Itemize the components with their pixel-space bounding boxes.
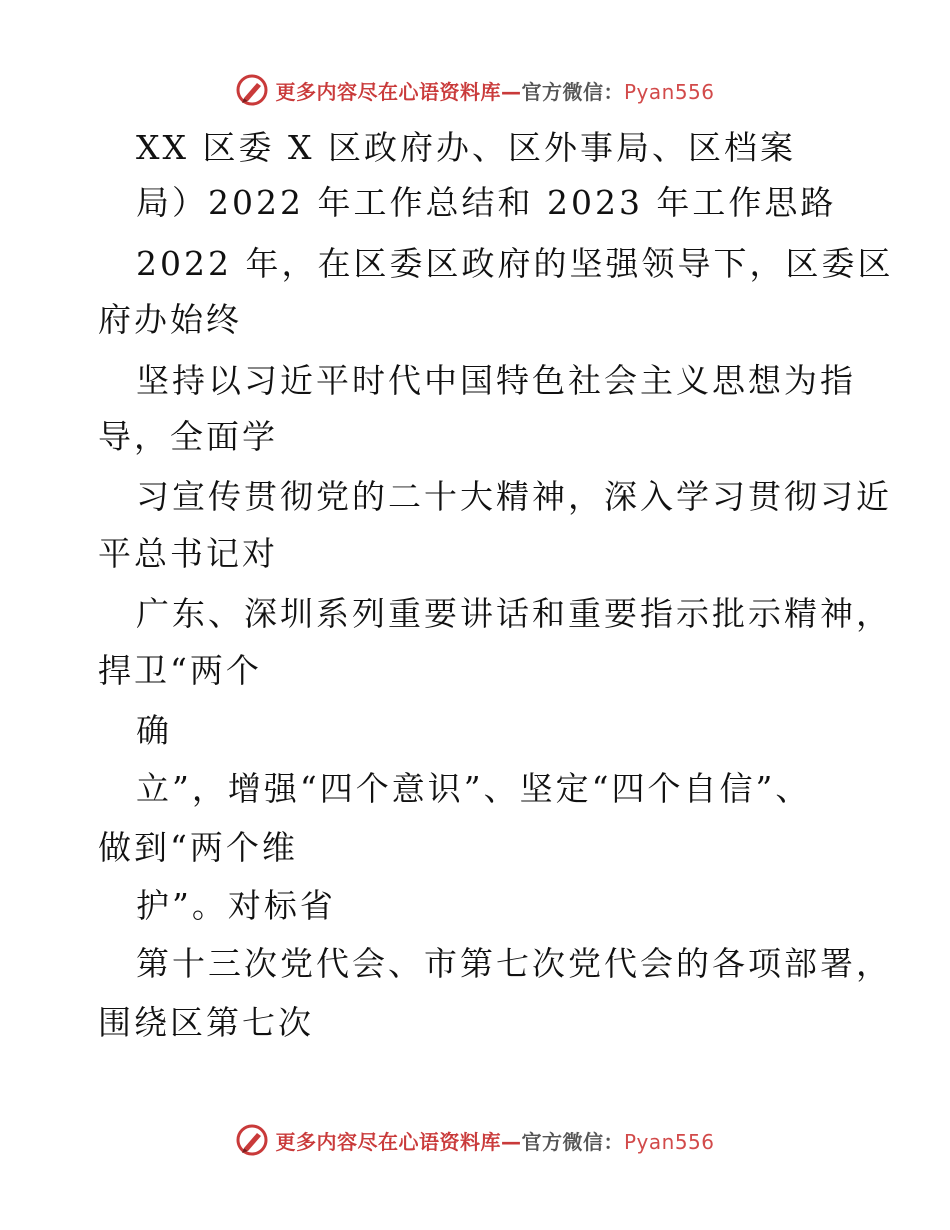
header-banner-text [275,76,714,105]
doc-line-5: 坚持以习近平时代中国特色社会主义思想为指 [136,361,856,400]
doc-line-10: 捍卫“两个 [98,651,262,690]
header-banner-dash: — [500,79,522,104]
doc-line-1: XX 区委 X 区政府办、区外事局、区档案 [136,128,796,167]
footer-banner [0,1120,950,1160]
doc-line-11: 确 [136,711,172,750]
doc-line-12: 立”，增强“四个意识”、坚定“四个自信”、 [136,769,812,808]
doc-line-6: 导，全面学 [98,417,278,456]
doc-line-15: 第十三次党代会、市第七次党代会的各项部署， [136,944,892,983]
footer-banner-id: Pyan556 [623,1129,715,1154]
header-banner-label: 官方微信： [521,79,624,104]
footer-banner-text [275,1126,714,1155]
footer-banner-label: 官方微信： [521,1129,624,1154]
header-banner [0,70,950,110]
pen-logo-icon [235,73,269,107]
doc-line-9: 广东、深圳系列重要讲话和重要指示批示精神， [136,594,892,633]
doc-line-2: 局）2022 年工作总结和 2023 年工作思路 [136,183,837,222]
doc-line-3: 2022 年，在区委区政府的坚强领导下，区委区 [136,244,894,283]
header-banner-inner [235,73,714,107]
pen-logo-icon [235,1123,269,1157]
doc-line-7: 习宣传贯彻党的二十大精神，深入学习贯彻习近 [136,477,892,516]
header-banner-id: Pyan556 [623,79,715,104]
doc-line-14: 护”。对标省 [136,886,336,925]
footer-banner-main: 更多内容尽在心语资料库 [275,1129,501,1154]
footer-banner-inner [235,1123,714,1157]
doc-line-4: 府办始终 [98,300,242,339]
doc-line-13: 做到“两个维 [98,828,298,867]
header-banner-main: 更多内容尽在心语资料库 [275,79,501,104]
doc-line-16: 围绕区第七次 [98,1003,314,1042]
doc-line-8: 平总书记对 [98,534,278,573]
footer-banner-dash: — [500,1129,522,1154]
